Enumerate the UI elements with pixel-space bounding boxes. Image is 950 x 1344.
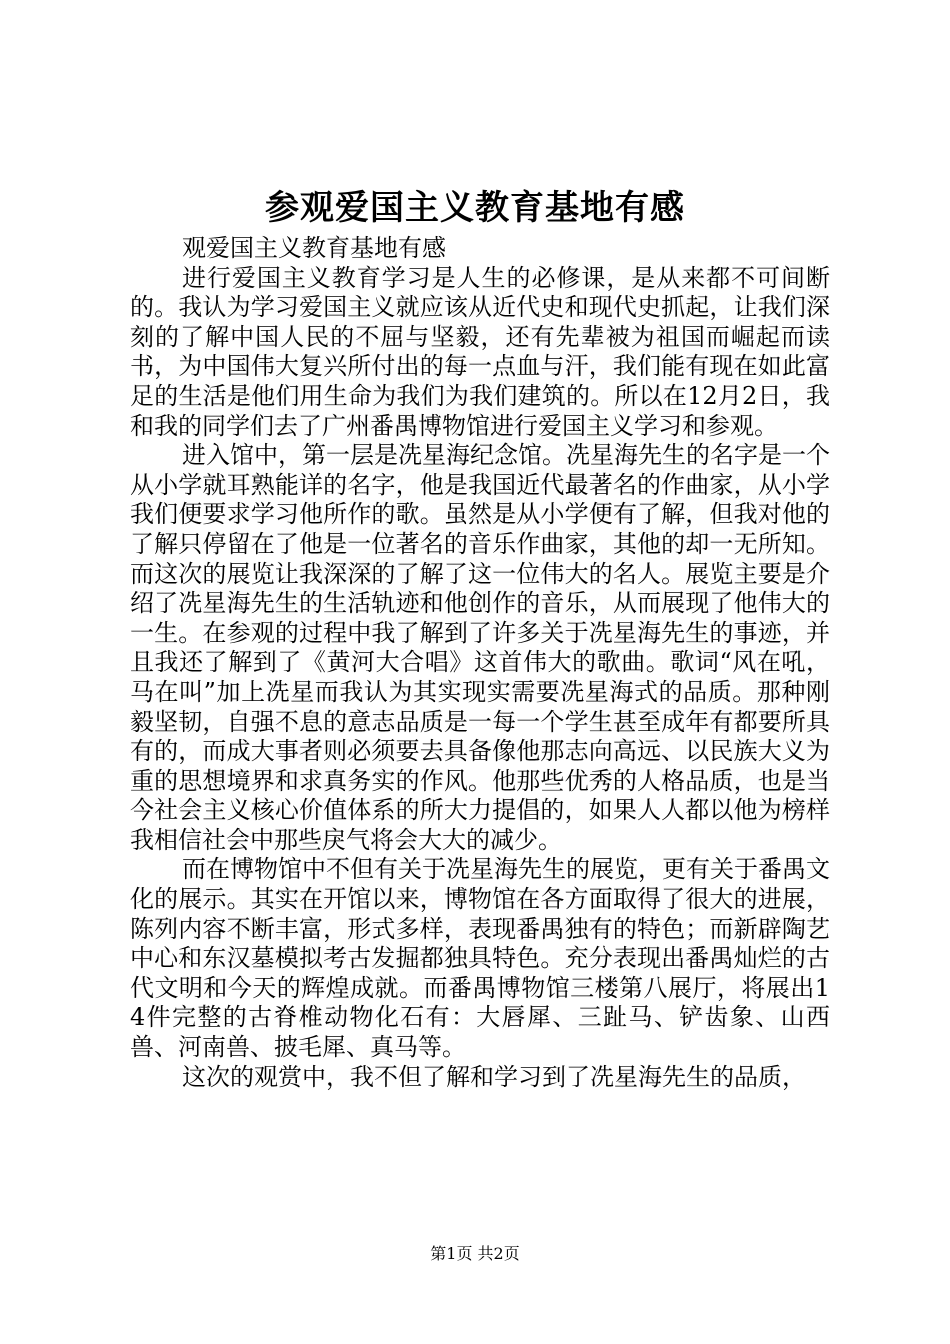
page-number-footer: 第1页 共2页: [430, 1244, 520, 1263]
paragraph-subtitle: 观爱国主义教育基地有感: [182, 234, 446, 262]
paragraph-2: 进入馆中，第一层是冼星海纪念馆。冼星海先生的名字是一个从小学就耳熟能详的名字，他是我国近代最著名的作曲家，从小学我们便要求学习他所作的歌。虽然是从小学便有了解，但我对他的了解只停留在了他是一位著名的音乐作曲家，其他的却一无所知。而这次的展览让我深深的了解了这一位伟大的名人。展览主要是介绍了冼星海先生的生活轨迹和他创作的音乐，从而展现了他伟大的一生。在参观的过程中我了解到了许多关于冼星海先生的事迹，并且我还了解到了《黄河大合唱》这首伟大的歌曲。歌词“风在吼，马在叫”加上冼星而我认为其实现实需要冼星海式的品质。那种刚毅坚韧，自强不息的意志品质是一每一个学生甚至成年有都要所具有的，而成大事者则必须要去具备像他那志向高远、以民族大义为重的思想境界和求真务实的作风。他那些优秀的人格品质，也是当今社会主义核心价值体系的所大力提倡的，如果人人都以他为榜样我相信社会中那些戾气将会大大的减少。: [130, 441, 830, 854]
paragraph-1: 进行爱国主义教育学习是人生的必修课，是从来都不可间断的。我认为学习爱国主义就应该从近代史和现代史抓起，让我们深刻的了解中国人民的不屈与坚毅，还有先辈被为祖国而崛起而读书，为中国伟大复兴所付出的每一点血与汗，我们能有现在如此富足的生活是他们用生命为我们为我们建筑的。所以在12月2日，我和我的同学们去了广州番禺博物馆进行爱国主义学习和参观。: [130, 263, 830, 440]
paragraph-3: 而在博物馆中不但有关于冼星海先生的展览，更有关于番禺文化的展示。其实在开馆以来，博物馆在各方面取得了很大的进展，陈列内容不断丰富，形式多样，表现番禺独有的特色；而新辟陶艺中心和东汉墓模拟考古发掘都独具特色。充分表现出番禺灿烂的古代文明和今天的辉煌成就。而番禺博物馆三楼第八展厅，将展出14件完整的古脊椎动物化石有：大唇犀、三趾马、铲齿象、山西兽、河南兽、披毛犀、真马等。: [130, 855, 830, 1062]
document-body: [130, 234, 830, 1092]
document-title: 参观爱国主义教育基地有感: [265, 188, 685, 228]
paragraph-4: 这次的观赏中，我不但了解和学习到了冼星海先生的品质，: [182, 1062, 806, 1091]
